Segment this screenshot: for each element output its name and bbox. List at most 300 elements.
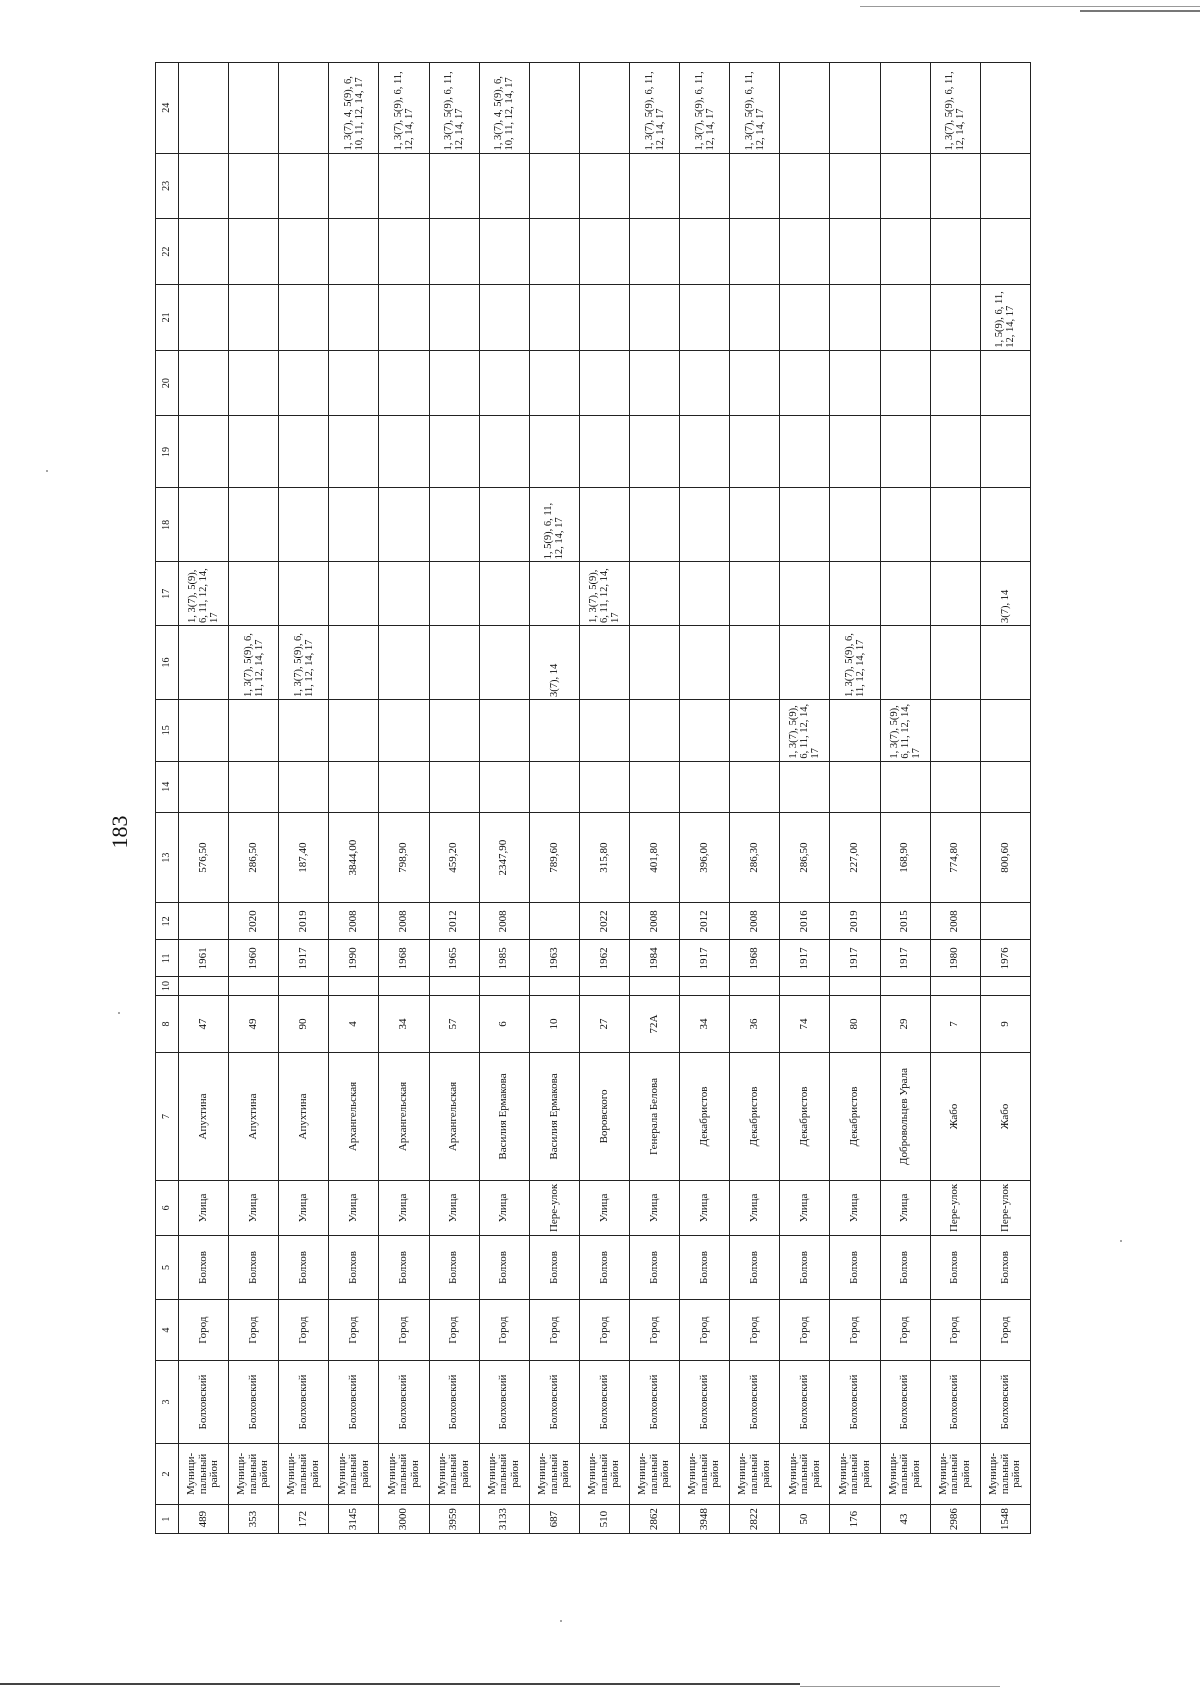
table-cell-col-22 bbox=[880, 219, 930, 285]
scan-speck bbox=[46, 470, 48, 472]
table-cell-col-12: 2008 bbox=[930, 903, 980, 940]
table-cell-col-5: Болхов bbox=[279, 1236, 329, 1300]
table-cell-col-1: 3948 bbox=[680, 1505, 730, 1534]
table-cell-col-21 bbox=[379, 285, 429, 351]
table-cell-col-6: Улица bbox=[329, 1180, 379, 1235]
table-cell-col-19 bbox=[980, 416, 1030, 488]
table-row bbox=[830, 63, 880, 1534]
table-cell-col-3: Болховский bbox=[429, 1361, 479, 1443]
table-cell-col-23 bbox=[529, 153, 579, 219]
column-number-20: 20 bbox=[156, 350, 179, 416]
column-number-21: 21 bbox=[156, 285, 179, 351]
table-cell-col-14 bbox=[329, 761, 379, 812]
table-row bbox=[930, 63, 980, 1534]
table-cell-col-12 bbox=[529, 903, 579, 940]
table-cell-col-20 bbox=[830, 350, 880, 416]
table-cell-col-15 bbox=[479, 699, 529, 761]
table-cell-col-4: Город bbox=[980, 1299, 1030, 1361]
table-cell-col-19 bbox=[830, 416, 880, 488]
column-number-12: 12 bbox=[156, 903, 179, 940]
table-cell-col-15 bbox=[579, 699, 629, 761]
table-cell-col-7: Жабо bbox=[980, 1053, 1030, 1180]
table-cell-col-17: 3(7), 14 bbox=[980, 562, 1030, 626]
table-cell-col-19 bbox=[429, 416, 479, 488]
table-cell-col-4: Город bbox=[529, 1299, 579, 1361]
table-cell-col-21 bbox=[279, 285, 329, 351]
table-cell-col-4: Город bbox=[379, 1299, 429, 1361]
table-cell-col-10 bbox=[479, 977, 529, 995]
table-cell-col-18 bbox=[730, 488, 780, 562]
table-cell-col-22 bbox=[680, 219, 730, 285]
table-cell-col-20 bbox=[279, 350, 329, 416]
table-cell-col-14 bbox=[529, 761, 579, 812]
table-cell-col-18 bbox=[880, 488, 930, 562]
table-cell-col-13: 401,80 bbox=[629, 812, 679, 902]
table-cell-col-14 bbox=[880, 761, 930, 812]
table-cell-col-1: 2862 bbox=[629, 1505, 679, 1534]
table-cell-col-10 bbox=[730, 977, 780, 995]
table-cell-col-21 bbox=[680, 285, 730, 351]
table-cell-col-1: 3000 bbox=[379, 1505, 429, 1534]
table-cell-col-2: Муници-пальный район bbox=[880, 1443, 930, 1505]
table-cell-col-13: 286,50 bbox=[780, 812, 830, 902]
table-cell-col-1: 172 bbox=[279, 1505, 329, 1534]
table-cell-col-17: 1, 3(7), 5(9), 6, 11, 12, 14, 17 bbox=[179, 562, 229, 626]
scan-edge-bottom-corner bbox=[800, 1686, 1000, 1687]
table-cell-col-22 bbox=[479, 219, 529, 285]
table-cell-col-6: Улица bbox=[479, 1180, 529, 1235]
table-cell-col-17 bbox=[279, 562, 329, 626]
table-cell-col-13: 3844,00 bbox=[329, 812, 379, 902]
table-cell-col-21 bbox=[830, 285, 880, 351]
table-cell-col-17 bbox=[930, 562, 980, 626]
table-cell-col-17 bbox=[629, 562, 679, 626]
table-cell-col-1: 1548 bbox=[980, 1505, 1030, 1534]
table-cell-col-20 bbox=[229, 350, 279, 416]
table-cell-col-11: 1968 bbox=[379, 940, 429, 977]
column-number-24: 24 bbox=[156, 63, 179, 154]
table-cell-col-3: Болховский bbox=[229, 1361, 279, 1443]
table-cell-col-22 bbox=[279, 219, 329, 285]
table-cell-col-23 bbox=[980, 153, 1030, 219]
table-cell-col-16 bbox=[429, 626, 479, 700]
table-cell-col-18 bbox=[980, 488, 1030, 562]
table-cell-col-24: 1, 3(7), 4, 5(9), 6, 10, 11, 12, 14, 17 bbox=[329, 63, 379, 154]
table-cell-col-11: 1917 bbox=[680, 940, 730, 977]
table-cell-col-18 bbox=[279, 488, 329, 562]
table-cell-col-21 bbox=[730, 285, 780, 351]
table-cell-col-14 bbox=[229, 761, 279, 812]
table-cell-col-20 bbox=[529, 350, 579, 416]
table-cell-col-22 bbox=[179, 219, 229, 285]
table-cell-col-23 bbox=[479, 153, 529, 219]
table-cell-col-4: Город bbox=[830, 1299, 880, 1361]
table-cell-col-13: 168,90 bbox=[880, 812, 930, 902]
table-cell-col-7: Добровольцев Урала bbox=[880, 1053, 930, 1180]
table-cell-col-8: 36 bbox=[730, 995, 780, 1053]
table-cell-col-15 bbox=[830, 699, 880, 761]
table-cell-col-8: 47 bbox=[179, 995, 229, 1053]
table-cell-col-8: 10 bbox=[529, 995, 579, 1053]
table-cell-col-16 bbox=[329, 626, 379, 700]
table-cell-col-5: Болхов bbox=[930, 1236, 980, 1300]
table-cell-col-24: 1, 3(7), 5(9), 6, 11, 12, 14, 17 bbox=[379, 63, 429, 154]
table-cell-col-16 bbox=[179, 626, 229, 700]
table-cell-col-19 bbox=[680, 416, 730, 488]
table-cell-col-17 bbox=[379, 562, 429, 626]
table-cell-col-20 bbox=[780, 350, 830, 416]
table-cell-col-18 bbox=[479, 488, 529, 562]
table-cell-col-13: 286,50 bbox=[229, 812, 279, 902]
table-cell-col-11: 1917 bbox=[279, 940, 329, 977]
column-number-14: 14 bbox=[156, 761, 179, 812]
column-number-13: 13 bbox=[156, 812, 179, 902]
table-cell-col-17 bbox=[780, 562, 830, 626]
table-cell-col-24 bbox=[179, 63, 229, 154]
table-cell-col-21: 1, 5(9), 6, 11, 12, 14, 17 bbox=[980, 285, 1030, 351]
table-cell-col-7: Архангельская bbox=[379, 1053, 429, 1180]
table-cell-col-24 bbox=[780, 63, 830, 154]
table-cell-col-24 bbox=[229, 63, 279, 154]
table-cell-col-1: 3959 bbox=[429, 1505, 479, 1534]
table-cell-col-14 bbox=[680, 761, 730, 812]
table-cell-col-17 bbox=[479, 562, 529, 626]
table-cell-col-13: 315,80 bbox=[579, 812, 629, 902]
table-cell-col-20 bbox=[680, 350, 730, 416]
table-cell-col-15 bbox=[980, 699, 1030, 761]
scan-edge-top-corner bbox=[1080, 10, 1200, 12]
table-cell-col-14 bbox=[629, 761, 679, 812]
table-row bbox=[429, 63, 479, 1534]
table-cell-col-10 bbox=[229, 977, 279, 995]
table-cell-col-4: Город bbox=[279, 1299, 329, 1361]
table-cell-col-21 bbox=[930, 285, 980, 351]
table-row bbox=[880, 63, 930, 1534]
table-cell-col-14 bbox=[279, 761, 329, 812]
table-cell-col-17 bbox=[880, 562, 930, 626]
table-cell-col-5: Болхов bbox=[479, 1236, 529, 1300]
table-cell-col-5: Болхов bbox=[529, 1236, 579, 1300]
table-cell-col-10 bbox=[579, 977, 629, 995]
column-number-16: 16 bbox=[156, 626, 179, 700]
table-cell-col-11: 1963 bbox=[529, 940, 579, 977]
table-cell-col-12: 2019 bbox=[279, 903, 329, 940]
table-cell-col-23 bbox=[379, 153, 429, 219]
table-cell-col-16 bbox=[880, 626, 930, 700]
table-cell-col-1: 43 bbox=[880, 1505, 930, 1534]
table-cell-col-16 bbox=[379, 626, 429, 700]
table-cell-col-6: Пере-улок bbox=[980, 1180, 1030, 1235]
table-cell-col-18 bbox=[429, 488, 479, 562]
table-cell-col-19 bbox=[179, 416, 229, 488]
table-cell-col-7: Генерала Белова bbox=[629, 1053, 679, 1180]
table-cell-col-19 bbox=[379, 416, 429, 488]
table-cell-col-6: Улица bbox=[579, 1180, 629, 1235]
table-cell-col-8: 49 bbox=[229, 995, 279, 1053]
table-cell-col-23 bbox=[680, 153, 730, 219]
table-cell-col-12: 2012 bbox=[429, 903, 479, 940]
table-row bbox=[479, 63, 529, 1534]
table-cell-col-17 bbox=[429, 562, 479, 626]
table-cell-col-14 bbox=[780, 761, 830, 812]
scan-edge-bottom bbox=[0, 1683, 800, 1685]
table-cell-col-23 bbox=[329, 153, 379, 219]
table-row bbox=[780, 63, 830, 1534]
table-cell-col-18 bbox=[379, 488, 429, 562]
table-cell-col-8: 90 bbox=[279, 995, 329, 1053]
table-cell-col-22 bbox=[579, 219, 629, 285]
table-row bbox=[379, 63, 429, 1534]
table-cell-col-24: 1, 3(7), 5(9), 6, 11, 12, 14, 17 bbox=[629, 63, 679, 154]
table-cell-col-5: Болхов bbox=[429, 1236, 479, 1300]
table-cell-col-16 bbox=[680, 626, 730, 700]
table-cell-col-12 bbox=[980, 903, 1030, 940]
table-cell-col-4: Город bbox=[629, 1299, 679, 1361]
table-cell-col-13: 800,60 bbox=[980, 812, 1030, 902]
table-cell-col-4: Город bbox=[579, 1299, 629, 1361]
table-cell-col-2: Муници-пальный район bbox=[329, 1443, 379, 1505]
table-cell-col-18 bbox=[680, 488, 730, 562]
table-cell-col-3: Болховский bbox=[479, 1361, 529, 1443]
table-cell-col-6: Улица bbox=[179, 1180, 229, 1235]
table-cell-col-5: Болхов bbox=[329, 1236, 379, 1300]
table-cell-col-14 bbox=[429, 761, 479, 812]
table-cell-col-8: 80 bbox=[830, 995, 880, 1053]
table-cell-col-6: Улица bbox=[830, 1180, 880, 1235]
table-cell-col-7: Архангельская bbox=[329, 1053, 379, 1180]
table-cell-col-24 bbox=[830, 63, 880, 154]
table-cell-col-18 bbox=[930, 488, 980, 562]
table-cell-col-19 bbox=[579, 416, 629, 488]
table-cell-col-19 bbox=[229, 416, 279, 488]
table-cell-col-24: 1, 3(7), 5(9), 6, 11, 12, 14, 17 bbox=[429, 63, 479, 154]
table-cell-col-24 bbox=[279, 63, 329, 154]
table-cell-col-23 bbox=[179, 153, 229, 219]
table-cell-col-13: 459,20 bbox=[429, 812, 479, 902]
table-cell-col-10 bbox=[379, 977, 429, 995]
table-cell-col-12: 2016 bbox=[780, 903, 830, 940]
table-cell-col-5: Болхов bbox=[379, 1236, 429, 1300]
table-cell-col-11: 1961 bbox=[179, 940, 229, 977]
table-body bbox=[179, 63, 1031, 1534]
table-cell-col-17 bbox=[529, 562, 579, 626]
table-cell-col-3: Болховский bbox=[730, 1361, 780, 1443]
table-cell-col-24 bbox=[880, 63, 930, 154]
table-cell-col-8: 4 bbox=[329, 995, 379, 1053]
table-cell-col-11: 1917 bbox=[830, 940, 880, 977]
table-cell-col-13: 227,00 bbox=[830, 812, 880, 902]
rotated-table-wrapper bbox=[155, 62, 1031, 1534]
table-cell-col-4: Город bbox=[680, 1299, 730, 1361]
table-cell-col-2: Муници-пальный район bbox=[279, 1443, 329, 1505]
table-cell-col-10 bbox=[680, 977, 730, 995]
table-cell-col-21 bbox=[780, 285, 830, 351]
table-cell-col-23 bbox=[830, 153, 880, 219]
table-cell-col-6: Улица bbox=[880, 1180, 930, 1235]
table-cell-col-3: Болховский bbox=[329, 1361, 379, 1443]
table-cell-col-22 bbox=[830, 219, 880, 285]
table-cell-col-15 bbox=[930, 699, 980, 761]
table-cell-col-13: 798,90 bbox=[379, 812, 429, 902]
table-cell-col-5: Болхов bbox=[629, 1236, 679, 1300]
table-cell-col-1: 176 bbox=[830, 1505, 880, 1534]
table-cell-col-1: 687 bbox=[529, 1505, 579, 1534]
table-cell-col-8: 34 bbox=[379, 995, 429, 1053]
table-cell-col-21 bbox=[229, 285, 279, 351]
table-cell-col-3: Болховский bbox=[980, 1361, 1030, 1443]
table-cell-col-20 bbox=[579, 350, 629, 416]
table-cell-col-8: 29 bbox=[880, 995, 930, 1053]
table-cell-col-7: Декабристов bbox=[780, 1053, 830, 1180]
table-cell-col-1: 353 bbox=[229, 1505, 279, 1534]
table-cell-col-18 bbox=[329, 488, 379, 562]
table-cell-col-22 bbox=[980, 219, 1030, 285]
table-cell-col-21 bbox=[479, 285, 529, 351]
table-cell-col-7: Апухтина bbox=[179, 1053, 229, 1180]
table-cell-col-20 bbox=[329, 350, 379, 416]
table-cell-col-18 bbox=[229, 488, 279, 562]
scan-speck bbox=[1120, 1240, 1122, 1242]
table-cell-col-16 bbox=[579, 626, 629, 700]
table-cell-col-14 bbox=[579, 761, 629, 812]
table-cell-col-24: 1, 3(7), 4, 5(9), 6, 10, 11, 12, 14, 17 bbox=[479, 63, 529, 154]
scan-speck bbox=[560, 1620, 562, 1622]
table-cell-col-14 bbox=[980, 761, 1030, 812]
table-cell-col-24 bbox=[529, 63, 579, 154]
table-cell-col-20 bbox=[980, 350, 1030, 416]
table-cell-col-18 bbox=[830, 488, 880, 562]
table-cell-col-17 bbox=[680, 562, 730, 626]
table-cell-col-1: 3133 bbox=[479, 1505, 529, 1534]
table-cell-col-16 bbox=[780, 626, 830, 700]
table-cell-col-3: Болховский bbox=[529, 1361, 579, 1443]
table-cell-col-3: Болховский bbox=[629, 1361, 679, 1443]
table-cell-col-4: Город bbox=[930, 1299, 980, 1361]
column-number-4: 4 bbox=[156, 1299, 179, 1361]
table-cell-col-18 bbox=[629, 488, 679, 562]
table-cell-col-12: 2019 bbox=[830, 903, 880, 940]
column-number-11: 11 bbox=[156, 940, 179, 977]
table-row bbox=[579, 63, 629, 1534]
table-cell-col-10 bbox=[830, 977, 880, 995]
table-cell-col-11: 1990 bbox=[329, 940, 379, 977]
table-cell-col-22 bbox=[780, 219, 830, 285]
table-cell-col-12: 2022 bbox=[579, 903, 629, 940]
table-cell-col-13: 576,50 bbox=[179, 812, 229, 902]
table-cell-col-7: Декабристов bbox=[730, 1053, 780, 1180]
table-cell-col-11: 1984 bbox=[629, 940, 679, 977]
page-number: 183 bbox=[107, 815, 132, 849]
table-cell-col-12: 2008 bbox=[629, 903, 679, 940]
table-cell-col-11: 1962 bbox=[579, 940, 629, 977]
table-cell-col-15 bbox=[279, 699, 329, 761]
table-cell-col-7: Апухтина bbox=[279, 1053, 329, 1180]
table-cell-col-10 bbox=[179, 977, 229, 995]
table-cell-col-23 bbox=[930, 153, 980, 219]
table-cell-col-3: Болховский bbox=[780, 1361, 830, 1443]
table-cell-col-2: Муници-пальный район bbox=[429, 1443, 479, 1505]
table-cell-col-15 bbox=[429, 699, 479, 761]
column-number-19: 19 bbox=[156, 416, 179, 488]
table-cell-col-2: Муници-пальный район bbox=[830, 1443, 880, 1505]
table-cell-col-15 bbox=[730, 699, 780, 761]
table-cell-col-12: 2020 bbox=[229, 903, 279, 940]
table-cell-col-20 bbox=[179, 350, 229, 416]
table-cell-col-15 bbox=[629, 699, 679, 761]
table-cell-col-3: Болховский bbox=[680, 1361, 730, 1443]
table-cell-col-7: Декабристов bbox=[680, 1053, 730, 1180]
table-cell-col-15 bbox=[229, 699, 279, 761]
table-cell-col-14 bbox=[830, 761, 880, 812]
table-cell-col-19 bbox=[479, 416, 529, 488]
table-cell-col-22 bbox=[930, 219, 980, 285]
table-cell-col-17 bbox=[229, 562, 279, 626]
table-cell-col-11: 1976 bbox=[980, 940, 1030, 977]
table-cell-col-5: Болхов bbox=[680, 1236, 730, 1300]
table-cell-col-13: 774,80 bbox=[930, 812, 980, 902]
table-cell-col-24: 1, 3(7), 5(9), 6, 11, 12, 14, 17 bbox=[680, 63, 730, 154]
table-cell-col-20 bbox=[379, 350, 429, 416]
table-cell-col-3: Болховский bbox=[179, 1361, 229, 1443]
table-cell-col-13: 286,30 bbox=[730, 812, 780, 902]
table-cell-col-19 bbox=[880, 416, 930, 488]
table-cell-col-15 bbox=[179, 699, 229, 761]
table-cell-col-18: 1, 5(9), 6, 11, 12, 14, 17 bbox=[529, 488, 579, 562]
table-cell-col-21 bbox=[329, 285, 379, 351]
table-cell-col-4: Город bbox=[179, 1299, 229, 1361]
table-cell-col-23 bbox=[579, 153, 629, 219]
table-cell-col-22 bbox=[529, 219, 579, 285]
table-cell-col-7: Василия Ермакова bbox=[529, 1053, 579, 1180]
table-cell-col-24 bbox=[579, 63, 629, 154]
table-cell-col-16: 3(7), 14 bbox=[529, 626, 579, 700]
table-cell-col-21 bbox=[880, 285, 930, 351]
table-cell-col-13: 187,40 bbox=[279, 812, 329, 902]
table-cell-col-2: Муници-пальный район bbox=[629, 1443, 679, 1505]
table-cell-col-18 bbox=[579, 488, 629, 562]
column-number-1: 1 bbox=[156, 1505, 179, 1534]
table-cell-col-23 bbox=[279, 153, 329, 219]
table-cell-col-18 bbox=[780, 488, 830, 562]
table-cell-col-5: Болхов bbox=[179, 1236, 229, 1300]
table-cell-col-10 bbox=[329, 977, 379, 995]
column-number-23: 23 bbox=[156, 153, 179, 219]
table-cell-col-10 bbox=[930, 977, 980, 995]
table-cell-col-16 bbox=[730, 626, 780, 700]
table-cell-col-8: 9 bbox=[980, 995, 1030, 1053]
table-cell-col-8: 7 bbox=[930, 995, 980, 1053]
table-cell-col-22 bbox=[629, 219, 679, 285]
table-row bbox=[730, 63, 780, 1534]
table-cell-col-8: 74 bbox=[780, 995, 830, 1053]
table-cell-col-5: Болхов bbox=[880, 1236, 930, 1300]
table-cell-col-10 bbox=[980, 977, 1030, 995]
table-cell-col-21 bbox=[529, 285, 579, 351]
column-number-8: 8 bbox=[156, 995, 179, 1053]
table-cell-col-24: 1, 3(7), 5(9), 6, 11, 12, 14, 17 bbox=[730, 63, 780, 154]
table-cell-col-20 bbox=[880, 350, 930, 416]
table-cell-col-19 bbox=[930, 416, 980, 488]
table-cell-col-19 bbox=[329, 416, 379, 488]
table-cell-col-12: 2008 bbox=[329, 903, 379, 940]
table-cell-col-23 bbox=[780, 153, 830, 219]
column-number-22: 22 bbox=[156, 219, 179, 285]
table-cell-col-13: 396,00 bbox=[680, 812, 730, 902]
table-cell-col-23 bbox=[429, 153, 479, 219]
table-row bbox=[680, 63, 730, 1534]
table-cell-col-14 bbox=[730, 761, 780, 812]
table-cell-col-15 bbox=[680, 699, 730, 761]
